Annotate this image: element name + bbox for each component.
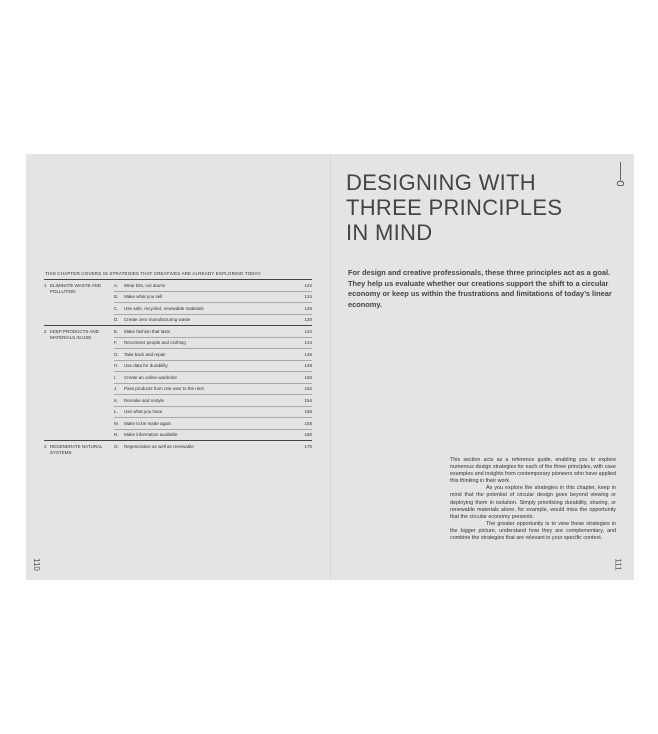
toc-title: Reconnect people and clothing — [124, 340, 186, 346]
toc-letter: B. — [114, 294, 119, 300]
toc-letter: J. — [114, 386, 118, 392]
toc-group-2 — [44, 326, 312, 440]
toc-letter: C. — [114, 305, 119, 311]
toc-page: 156 — [304, 409, 312, 415]
toc-letter: E. — [114, 328, 119, 334]
bookmark-icon — [618, 162, 622, 188]
toc-row — [114, 303, 312, 315]
toc-letter: O. — [114, 443, 119, 449]
toc-letter: F. — [114, 340, 118, 346]
toc-page: 142 — [304, 328, 312, 334]
toc-page: 170 — [304, 443, 312, 449]
toc-title: Make fashion that lasts — [124, 328, 171, 334]
toc-letter: H. — [114, 363, 119, 369]
toc-page: 158 — [304, 420, 312, 426]
toc-row — [114, 280, 312, 292]
book-gutter — [330, 154, 331, 580]
toc-title: Use data for durability — [124, 363, 168, 369]
toc-row — [114, 441, 312, 452]
body-paragraph: This section acts as a reference guide, enabling you to explore numerous design strategies for each of the three principles, with case examples and insights from contemporary pioneers who have applied this thinking in their work. — [450, 457, 616, 485]
toc-group-3 — [44, 441, 312, 456]
heading-line: DESIGNING WITH — [346, 170, 536, 195]
toc-row — [114, 326, 312, 338]
toc-title: Create zero manufacturing waste — [124, 317, 191, 323]
toc-row — [114, 338, 312, 350]
toc-page: 130 — [304, 317, 312, 323]
group-number: 1 — [44, 283, 47, 288]
toc-row — [114, 372, 312, 384]
toc-page: 148 — [304, 363, 312, 369]
toc-title: Remake and restyle — [124, 397, 165, 403]
toc-page: 122 — [304, 282, 312, 288]
toc-letter: A. — [114, 282, 119, 288]
body-text — [450, 457, 616, 542]
toc-title: Make what you sell — [124, 294, 163, 300]
toc-row — [114, 292, 312, 304]
toc-group-1 — [44, 280, 312, 325]
group-label: KEEP PRODUCTS AND MATERIALS IN USE — [50, 329, 99, 340]
toc-page: 154 — [304, 397, 312, 403]
toc-page: 160 — [304, 432, 312, 438]
toc-row — [114, 418, 312, 430]
toc-letter: L. — [114, 409, 118, 415]
group-number: 3 — [44, 444, 47, 449]
page-number-left: 110 — [31, 558, 41, 571]
toc-title: Take back and repair — [124, 351, 166, 357]
toc-letter: I. — [114, 374, 117, 380]
toc-row — [114, 407, 312, 419]
toc-page: 124 — [304, 294, 312, 300]
group-label: REGENERATE NATURAL SYSTEMS — [50, 444, 103, 455]
toc-title: Use safe, recycled, renewable materials — [124, 305, 204, 311]
toc-title: Make to be made again — [124, 420, 172, 426]
toc-row — [114, 349, 312, 361]
page-number-right: 111 — [613, 558, 623, 571]
toc-letter: N. — [114, 432, 119, 438]
body-paragraph: As you explore the strategies in this chapter, keep in mind that the potential of circular design goes beyond viewing or deploying them in isolation. Simply prioritising durability, sharing, or renewable materials alone, for example, would miss the opportunity that the circular economy presents. — [450, 485, 616, 520]
toc-letter: K. — [114, 397, 119, 403]
toc-row — [114, 361, 312, 373]
toc-letter: G. — [114, 351, 119, 357]
toc-title: Create an online wardrobe — [124, 374, 178, 380]
toc-row — [114, 384, 312, 396]
toc-page: 144 — [304, 340, 312, 346]
group-number: 2 — [44, 329, 47, 334]
toc-letter: M. — [114, 420, 119, 426]
heading-line: IN MIND — [346, 220, 433, 245]
toc-title: Make information available — [124, 432, 178, 438]
toc-row — [114, 315, 312, 326]
toc-row — [114, 395, 312, 407]
toc-header: THIS CHAPTER COVERS 15 STRATEGIES THAT CREATIVES ARE ALREADY EXPLORING TODAY. — [44, 271, 312, 280]
toc-title: Regenerative as well as renewable — [124, 443, 194, 449]
chapter-heading — [346, 170, 562, 245]
toc-page: 150 — [304, 374, 312, 380]
toc-page: 146 — [304, 351, 312, 357]
toc-title: Wear bits, not atoms — [124, 282, 166, 288]
toc-page: 126 — [304, 305, 312, 311]
strategy-table-of-contents — [44, 271, 312, 456]
toc-row — [114, 430, 312, 441]
toc-page: 152 — [304, 386, 312, 392]
body-paragraph: The greater opportunity is to view these strategies in the bigger picture, understand how they are complementary, and combine the strategies that are relevant in your specific context. — [450, 520, 616, 542]
heading-line: THREE PRINCIPLES — [346, 195, 563, 220]
toc-title: Use what you have — [124, 409, 163, 415]
toc-letter: D. — [114, 317, 119, 323]
group-label: ELIMINATE WASTE AND POLLUTION — [50, 283, 102, 294]
intro-paragraph: For design and creative professionals, these three principles act as a goal. They help us evaluate whether our creations support the shift to a circular economy or keep us within the frustrations and limitations of today’s linear economy. — [348, 268, 612, 309]
toc-title: Pass products from one user to the next — [124, 386, 204, 392]
